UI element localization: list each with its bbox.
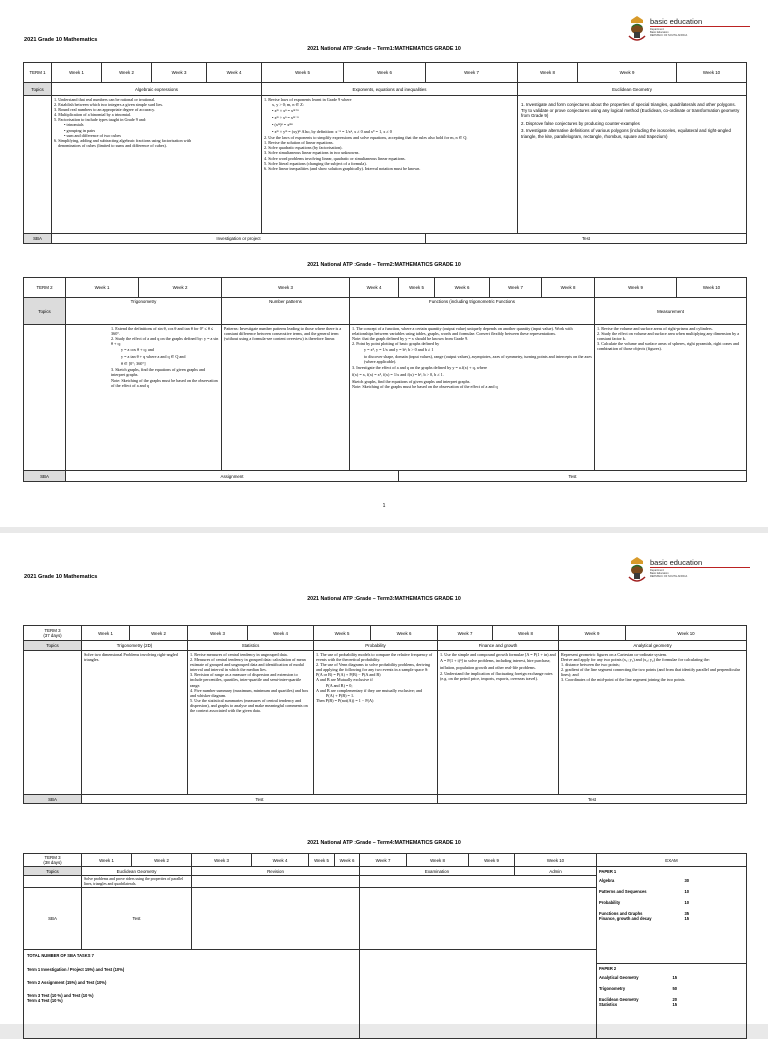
exam-item: Finance, growth and decay 15 (599, 916, 689, 921)
topic-cell: Algebraic expressions (52, 83, 262, 96)
logo-text: basic education (650, 558, 703, 567)
term1-table (23, 62, 747, 244)
content-cell: 1. Investigate and form conjectures about the properties of special triangles, quadrilaterals and other polygons. Try to validate or prove conjectures using any logical method (Euclidean, co-ordinate or transformation geometry from Grade 9) 2. Disprove false conjectures by producing counter-examples 3. Investigate alternative definitions of various polygons (including the isosceles, equilateral and right-angled triangle, the kite, parallelogram, rectangle, rhombus, square and trapezium) (518, 96, 747, 234)
term4-title: 2021 National ATP :Grade – Term4:MATHEMATICS GRADE 10 (307, 840, 461, 846)
exam-item: Algebra 30 (599, 878, 689, 883)
week-header: Week 3 (192, 854, 252, 867)
department-logo (626, 555, 756, 591)
topic-cell: Euclidean Geometry (82, 867, 192, 876)
content-cell: Solve two dimensional Problems involving right-angled triangles. (82, 651, 188, 795)
topic-cell: Trigonometry (66, 298, 222, 325)
week-header: Week 7 (360, 854, 407, 867)
content-cell: 1. The concept of a function, where a certain quantity (output value) uniquely depends on another quantity (input value). Work with relationships between variables using tables, graphs, words and formulae. Convert flexibly between these representations. Note: that the graph defined by y = x should be known from Grade 9. 2. Point by point plotting of basic graphs defined by y = x², y = 1/x and y = bˣ; b > 0 and b ≠ 1 to discover shape, domain (input values), range (output values), asymptotes, axes of symmetry, turning points and intercepts on the axes (where applicable). 3. Investigate the effect of a and q on the graphs defined by y = a.f(x) + q, where f(x) = x, f(x) = x², f(x) = 1/x and f(x) = bˣ, b > 0, b ≠ 1. Sketch graphs, find the equations of given graphs and interpret graphs. Note: Sketching of the graphs must be based on the observation of the effect of a and q (350, 325, 595, 471)
week-header: Week 10 (677, 278, 747, 298)
sba-total: TOTAL NUMBER OF SBA TASKS 7 (27, 953, 94, 959)
sba-cell: Test (438, 795, 747, 804)
sba-label: SBA (24, 795, 82, 804)
sba-term-line: Term 3 Test (10 %) and Test (10 %) (27, 993, 94, 999)
week-header: Week 6 (371, 626, 438, 641)
sba-term-line: Term 1 Investigation / Project 15%) and Test (10%) (27, 967, 125, 973)
week-header: Week 9 (595, 278, 677, 298)
logo-divider (650, 567, 750, 568)
blank-cell (24, 325, 66, 471)
week-header: Week 9 (578, 63, 677, 83)
topic-cell: Trigonometry (2D) (82, 641, 188, 651)
topic-cell: Statistics (188, 641, 314, 651)
content-cell: 1. Revise laws of exponents learnt in Grade 9 where x, y > 0; m, n ∈ Z: • xᵐ × xⁿ = xᵐ⁺ⁿ • xᵐ ÷ xⁿ = xᵐ⁻ⁿ • (xᵐ)ⁿ = xᵐⁿ • xᵐ × yᵐ = (xy)ᵐ Also, by definition: x⁻ⁿ = 1/xⁿ, x ≠ 0 and x⁰ = 1, x ≠ 0 2. Use the laws of exponents to simplify expressions and solve equations, accepting that the rules also hold for m, n ∈ Q. 1. Revise the solution of linear equations. 2. Solve quadratic equations (by factorisation). 3. Solve simultaneous linear equations in two unknowns. 4. Solve word problems involving linear, quadratic or simultaneous linear equations. 5. Solve literal equations (changing the subject of a formula). 6. Solve linear inequalities (and show solution graphically). Interval notation must be known. (262, 96, 518, 234)
term3-table (23, 625, 747, 804)
week-header: Week 4 (350, 278, 399, 298)
topic-cell: Measurement (595, 298, 747, 325)
week-header: Week 2 (102, 63, 152, 83)
blank-cell (24, 651, 82, 795)
sba-summary (24, 950, 360, 1039)
topic-cell: Analytical geometry (559, 641, 747, 651)
week-header: Week 4 (248, 626, 314, 641)
term-label: TERM 2 (24, 278, 66, 298)
blank-cell (192, 876, 360, 888)
sba-cell: Test (426, 234, 747, 244)
exam-item: Euclidean Geometry 20 (599, 997, 677, 1002)
week-header: Week 7 (426, 63, 518, 83)
blank-cell (360, 950, 597, 1039)
logo-text: basic education (650, 17, 703, 26)
logo-divider (650, 26, 750, 27)
term1-title: 2021 National ATP :Grade – Term1:MATHEMATICS GRADE 10 (307, 46, 461, 52)
content-cell: 1. The use of probability models to compare the relative frequency of events with the theoretical probability. 2. The use of Venn diagrams to solve probability problems, deriving and applying the following for any two events in a sample space S: P(A or B) = P(A) + P(B) − P(A and B) A and B are Mutually exclusive if P(A and B) = 0; A and B are complementary if they are mutually exclusive; and P(A) + P(B) = 1. Then P(B) = P(not(A)) = 1 − P(A) (314, 651, 438, 795)
topics-label: Topics (24, 867, 82, 876)
coat-of-arms-icon (626, 555, 648, 585)
week-header: Week 3 (188, 626, 248, 641)
week-header: Week 6 (335, 854, 360, 867)
page-number: 1 (382, 503, 386, 509)
term-label: TERM 1 (24, 63, 52, 83)
blank-cell (24, 876, 82, 888)
week-header: Week 1 (52, 63, 102, 83)
topics-label: Topics (24, 298, 66, 325)
blank-cell (360, 876, 597, 888)
week-header: Week 1 (82, 626, 130, 641)
logo-dept-text: Department: Basic Education REPUBLIC OF SOUTH AFRICA (650, 569, 688, 578)
topic-cell: Admin (515, 867, 597, 876)
sba-cell: Assignment (66, 471, 399, 482)
topic-cell: Probability (314, 641, 438, 651)
week-header: Week 5 (399, 278, 435, 298)
document-title: 2021 Grade 10 Mathematics (24, 37, 98, 43)
paper1-label: PAPER 1 (599, 869, 617, 874)
week-header: Week 8 (518, 63, 578, 83)
week-header: Week 1 (66, 278, 139, 298)
content-cell: 1. Revise the volume and surface areas of right-prisms and cylinders. 2. Study the effect on volume and surface area when multiplying any dimension by a constant factor k. 3. Calculate the volume and surface areas of spheres, right pyramids, right cones and combination of those objects (figures). (595, 325, 747, 471)
week-header: Week 5 (314, 626, 371, 641)
topic-cell: Exponents, equations and inequalities (262, 83, 518, 96)
topics-label: Topics (24, 83, 52, 96)
exam-item: Statistics 15 (599, 1002, 677, 1007)
sba-label: SBA (24, 234, 52, 244)
sba-cell: Test (82, 795, 438, 804)
term2-table (23, 277, 747, 482)
content-cell: Patterns: Investigate number patterns leading to those where there is a constant difference between consecutive terms, and the general term (without using a formula-see content overview) is therefore linear. (222, 325, 350, 471)
week-header: Week 4 (207, 63, 262, 83)
week-header: Week 2 (132, 854, 192, 867)
week-header: Week 10 (515, 854, 597, 867)
sba-label: SBA (24, 471, 66, 482)
content-cell: 1. Understand that real numbers can be rational or irrational. 2. Establish between which two integers a given simple surd lies. 3. Round real numbers to an appropriate degree of accuracy. 4. Multiplication of a binomial by a trinomial. 5. Factorisation to include types taught in Grade 9 and: • trinomials • grouping in pairs • sum and difference of two cubes 6. Simplifying, adding and subtracting algebraic fractions using factorisation with denominators of cubes (limited to sums and difference of cubes). (52, 96, 262, 234)
week-header: Week 4 (252, 854, 309, 867)
week-header: Week 5 (309, 854, 335, 867)
topic-cell: Euclidean Geometry (518, 83, 747, 96)
exam-item: Trigonometry 50 (599, 986, 677, 991)
department-logo (626, 14, 756, 50)
week-header: Week 8 (493, 626, 559, 641)
exam-item: Patterns and Sequences 10 (599, 889, 689, 894)
week-header: Week 8 (542, 278, 595, 298)
sba-cell: Test (82, 888, 192, 950)
exam-item: Analytical Geometry 15 (599, 975, 677, 980)
term3-title: 2021 National ATP :Grade – Term3:MATHEMATICS GRADE 10 (307, 596, 461, 602)
week-header: Week 1 (82, 854, 132, 867)
week-header: Week 7 (438, 626, 493, 641)
exam-breakdown (597, 867, 747, 1039)
topic-cell: Examination (360, 867, 515, 876)
week-header: Week 2 (139, 278, 222, 298)
topic-cell: Finance and growth (438, 641, 559, 651)
week-header: Week 6 (344, 63, 426, 83)
sba-term-line: Term 4 Test (10 %) (27, 998, 63, 1004)
content-cell: Solve problems and prove riders using the properties of parallel lines, triangles and quadrilaterals. (82, 876, 192, 888)
coat-of-arms-icon (626, 14, 648, 44)
paper2-label: PAPER 2 (599, 966, 617, 971)
week-header: Week 6 (435, 278, 490, 298)
topics-label: Topics (24, 641, 82, 651)
sba-cell: Investigation or project (52, 234, 426, 244)
week-header: Week 9 (559, 626, 626, 641)
content-cell: 1. Extend the definitions of sin θ, cos θ and tan θ for 0° ≤ θ ≤ 360°. 2. Study the effect of a and q on the graphs defined by: y = a sin θ + q; y = a cos θ + q; and y = a tan θ + q where a and q ∈ Q and θ ∈ [0°; 360°] 3. Sketch graphs, find the equations of given graphs and interpret graphs. Note: Sketching of the graphs must be based on the observation of the effect of a and q (66, 325, 222, 471)
sba-cell: Test (399, 471, 747, 482)
content-cell: Represent geometric figures on a Cartesian co-ordinate system. Derive and apply for any two points (x₁; y₁) and (x₂; y₂) the formulae for calculating the: 1. distance between the two points; 2. gradient of the line segment connecting the two points (and from that identify parallel and perpendicular lines); and 3. Coordinates of the mid-point of the line segment joining the two points. (559, 651, 747, 795)
week-header: Week 3 (152, 63, 207, 83)
topic-cell: Functions (including trigonometric Functions (350, 298, 595, 325)
term2-title: 2021 National ATP :Grade – Term2:MATHEMATICS GRADE 10 (307, 262, 461, 268)
term4-table (23, 853, 747, 1039)
exam-item: Probability 10 (599, 900, 689, 905)
page-2 (0, 533, 768, 1024)
week-header: Week 9 (469, 854, 515, 867)
blank-cell (24, 96, 52, 234)
content-cell: 1. Use the simple and compound growth formulae [A = P(1 + in) and A = P(1 + i)ⁿ] to solve problems, including interest, hire purchase, inflation, population growth and other real-life problems. 2. Understand the implication of fluctuating foreign exchange rates (e.g. on the petrol price, imports, exports, overseas travel). (438, 651, 559, 795)
blank-cell (192, 888, 360, 950)
week-header: Week 10 (626, 626, 747, 641)
week-header: Week 8 (407, 854, 469, 867)
sba-term-line: Term 2 Assignment (15%) and Test (10%) (27, 980, 107, 986)
week-header: Week 7 (490, 278, 542, 298)
content-cell: 1. Revise measures of central tendency in ungrouped data. 2. Measures of central tendency in grouped data: calculation of mean estimate of grouped and ungrouped data and identification of modal interval and interval in which the median lies. 3. Revision of range as a measure of dispersion and extension to include percentiles, quartiles, inter-quartile and semi-inter-quartile range. 4. Five number summary (maximum, minimum and quartiles) and box and whisker diagram. 5. Use the statistical summaries (measures of central tendency and dispersion), and graphs to analyse and make meaningful comments on the context associated with the given data. (188, 651, 314, 795)
document-title: 2021 Grade 10 Mathematics (24, 574, 98, 580)
exam-item: Functions and Graphs 35 (599, 911, 689, 916)
week-header: Week 3 (222, 278, 350, 298)
sba-label: SBA (24, 888, 82, 950)
week-header: Week 5 (262, 63, 344, 83)
topic-cell: Revision (192, 867, 360, 876)
week-header: Week 10 (677, 63, 747, 83)
term-label: TERM 3 (38 days) (24, 854, 82, 867)
term-label: TERM 3 (37 days) (24, 626, 82, 641)
logo-dept-text: Department: Basic Education REPUBLIC OF SOUTH AFRICA (650, 28, 688, 37)
week-header: Week 2 (130, 626, 188, 641)
blank-cell (360, 888, 597, 950)
exam-header: EXAM (597, 854, 747, 867)
topic-cell: Number patterns (222, 298, 350, 325)
